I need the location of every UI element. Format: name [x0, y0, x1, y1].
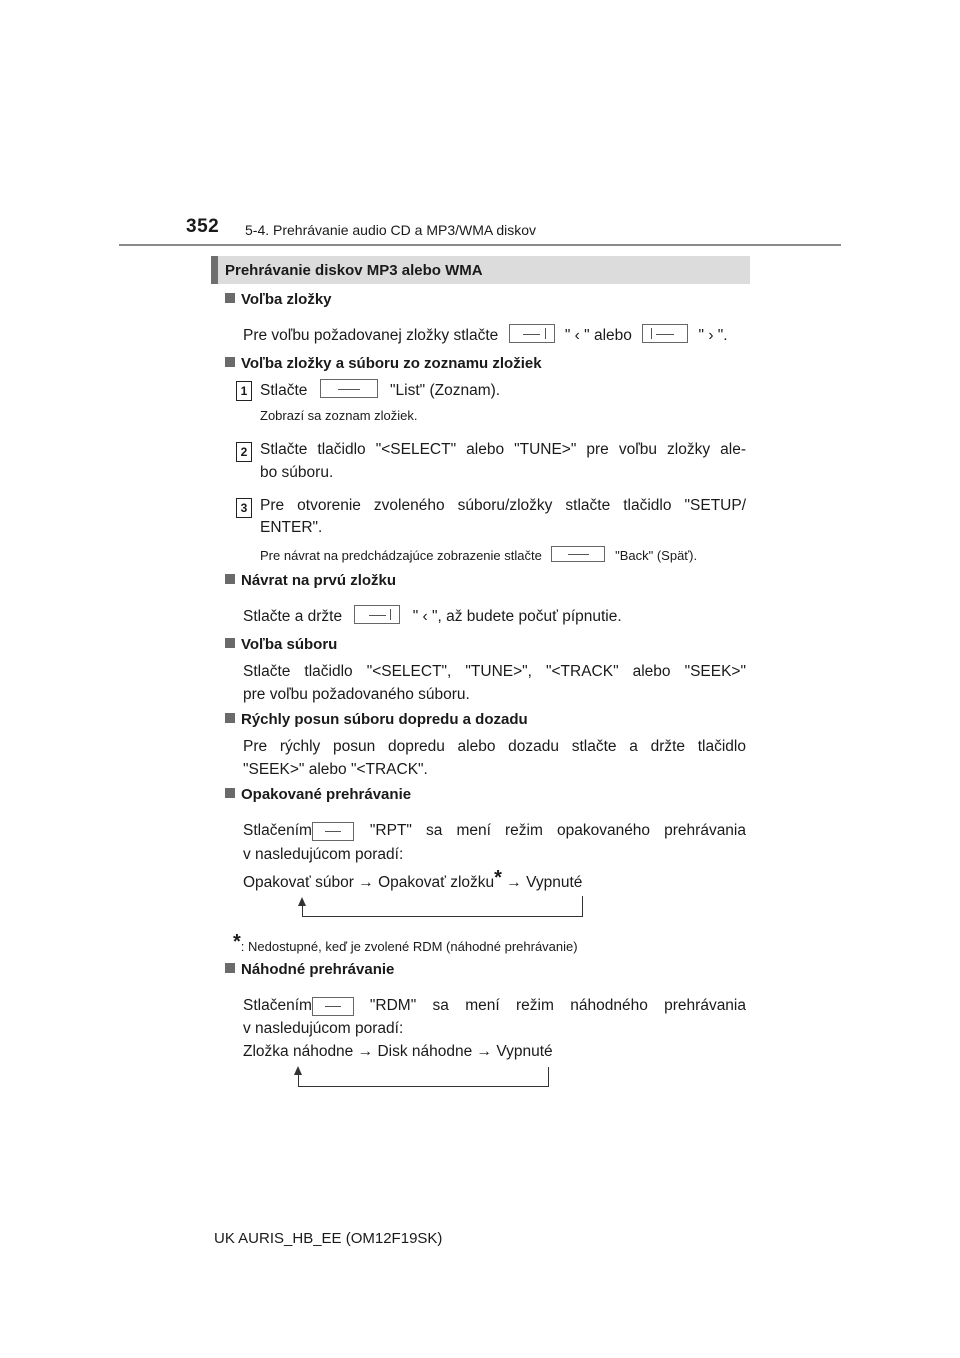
heading-seek: Rýchly posun súboru dopredu a dozadu [225, 711, 528, 728]
rdm-button-icon [312, 997, 354, 1016]
heading-file-select: Voľba súboru [225, 636, 337, 653]
back-button-icon [551, 546, 605, 562]
arrow-right-icon: → [476, 1043, 493, 1060]
repeat-sequence: Opakovať súbor → Opakovať zložku* → Vypnuté [243, 867, 583, 891]
arrow-right-icon: → [506, 874, 522, 891]
back-note: Pre návrat na predchádzajúce zobrazenie stlačte "Back" (Späť). [260, 548, 698, 563]
heading-repeat: Opakované prehrávanie [225, 786, 411, 803]
square-bullet-icon [225, 293, 235, 303]
step3-line1: Pre otvorenie zvoleného súboru/zložky stlačte tlačidlo "SETUP/ [260, 497, 746, 514]
random-line1: Stlačením "RDM" sa mení režim náhodného prehrávania [243, 997, 746, 1014]
footnote: *: Nedostupné, keď je zvolené RDM (náhodné prehrávanie) [233, 931, 578, 954]
header-divider [119, 244, 841, 246]
banner-accent [211, 256, 218, 284]
step-badge-3: 3 [236, 498, 252, 518]
square-bullet-icon [225, 574, 235, 584]
section-banner [211, 256, 750, 284]
step1-text: Stlačte "List" (Zoznam). [260, 379, 500, 403]
seek-line1: Pre rýchly posun dopredu alebo dozadu stlačte a držte tlačidlo [243, 738, 746, 755]
heading-random: Náhodné prehrávanie [225, 961, 394, 978]
file-select-line1: Stlačte tlačidlo "<SELECT", "TUNE>", "<TRACK" alebo "SEEK>" [243, 663, 746, 680]
random-line2: v nasledujúcom poradí: [243, 1020, 404, 1037]
step1-note: Zobrazí sa zoznam zložiek. [260, 408, 418, 423]
arrow-right-icon: → [357, 1043, 374, 1060]
folder-select-text: Pre voľbu požadovanej zložky stlačte " ‹ " alebo " › ". [243, 324, 728, 348]
repeat-line2: v nasledujúcom poradí: [243, 846, 404, 863]
folder-up-button-icon [642, 324, 688, 343]
square-bullet-icon [225, 788, 235, 798]
step-badge-2: 2 [236, 442, 252, 462]
step2-line1: Stlačte tlačidlo "<SELECT" alebo "TUNE>" pre voľbu zložky ale- [260, 441, 746, 458]
heading-folder-select: Voľba zložky [225, 291, 332, 308]
model-footer: UK AURIS_HB_EE (OM12F19SK) [214, 1230, 443, 1247]
page-number: 352 [186, 216, 220, 237]
list-button-icon [320, 379, 378, 398]
footnote-star: * [494, 867, 502, 889]
loop-line-bottom [298, 1086, 549, 1087]
banner-title: Prehrávanie diskov MP3 alebo WMA [225, 261, 483, 279]
square-bullet-icon [225, 713, 235, 723]
loop-line-bottom [302, 916, 583, 917]
loop-line-right [548, 1067, 549, 1087]
step3-line2: ENTER". [260, 519, 323, 536]
heading-first-folder: Návrat na prvú zložku [225, 572, 396, 589]
rpt-button-icon [312, 822, 354, 841]
arrow-right-icon: → [358, 874, 374, 891]
square-bullet-icon [225, 638, 235, 648]
folder-down-button-icon [354, 605, 400, 624]
random-sequence: Zložka náhodne → Disk náhodne → Vypnuté [243, 1043, 553, 1060]
folder-down-button-icon [509, 324, 555, 343]
first-folder-text: Stlačte a držte " ‹ ", až budete počuť pípnutie. [243, 605, 622, 629]
breadcrumb: 5-4. Prehrávanie audio CD a MP3/WMA diskov [245, 222, 537, 238]
square-bullet-icon [225, 963, 235, 973]
loop-line-right [582, 896, 583, 917]
seek-line2: "SEEK>" alebo "<TRACK". [243, 761, 428, 778]
file-select-line2: pre voľbu požadovaného súboru. [243, 686, 470, 703]
square-bullet-icon [225, 357, 235, 367]
heading-list-select: Voľba zložky a súboru zo zoznamu zložiek [225, 355, 542, 372]
repeat-line1: Stlačením "RPT" sa mení režim opakovaného prehrávania [243, 822, 746, 839]
step-badge-1: 1 [236, 381, 252, 401]
step2-line2: bo súboru. [260, 464, 334, 481]
